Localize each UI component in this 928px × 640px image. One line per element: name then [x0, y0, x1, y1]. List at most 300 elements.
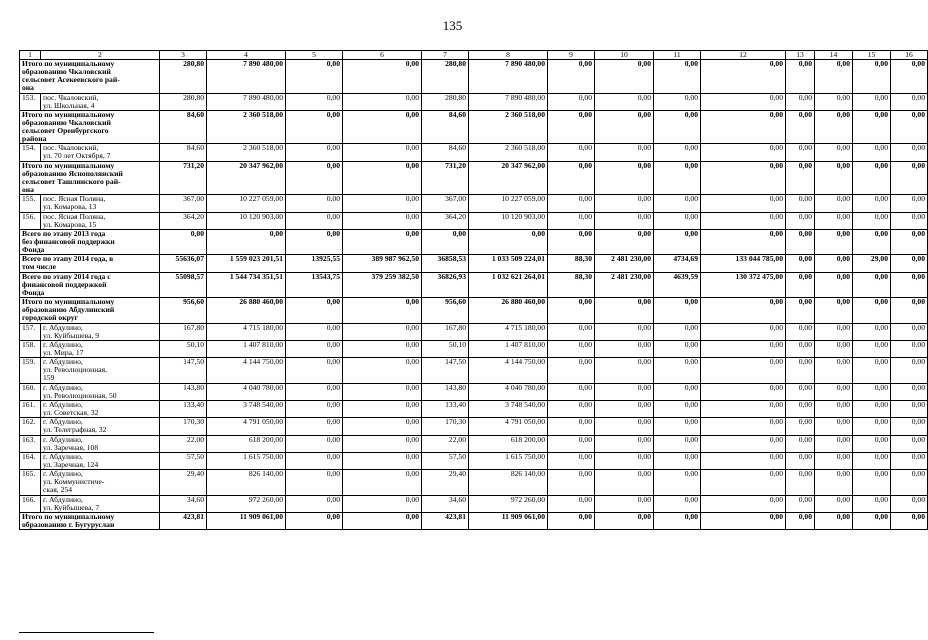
- value-cell: 0,00: [548, 340, 595, 357]
- value-cell: 2 360 518,00: [469, 110, 548, 144]
- value-cell: 0,00: [853, 323, 891, 340]
- subtotal-row: [20, 229, 928, 254]
- value-cell: 0,00: [891, 255, 928, 272]
- value-cell: 3 748 540,00: [207, 400, 286, 417]
- value-cell: 0,00: [286, 110, 343, 144]
- value-cell: 0,00: [595, 452, 654, 469]
- address-line: ул. Революционная,: [43, 365, 108, 375]
- value-cell: 0,00: [701, 418, 786, 435]
- table-row: [20, 212, 928, 229]
- value-cell: 956,60: [422, 298, 469, 323]
- value-cell: 1 407 810,00: [207, 340, 286, 357]
- value-cell: 0,00: [286, 144, 343, 161]
- value-cell: 280,80: [422, 93, 469, 110]
- value-cell: 0,00: [422, 229, 469, 254]
- address-line: пос. Чкаловский,: [43, 143, 99, 153]
- value-cell: 0,00: [701, 340, 786, 357]
- value-cell: 0,00: [595, 298, 654, 323]
- value-cell: 0,00: [654, 298, 701, 323]
- value-cell: 20 347 962,00: [207, 161, 286, 195]
- value-cell: 826 140,00: [207, 470, 286, 495]
- value-cell: 0,00: [286, 452, 343, 469]
- value-cell: 0,00: [786, 161, 815, 195]
- value-cell: 0,00: [343, 229, 422, 254]
- value-cell: 423,81: [422, 512, 469, 529]
- value-cell: 618 200,00: [207, 435, 286, 452]
- value-cell: 0,00: [786, 495, 815, 512]
- value-cell: 0,00: [286, 229, 343, 254]
- column-number: 8: [469, 51, 548, 60]
- value-cell: 22,00: [160, 435, 207, 452]
- row-number: 157.: [20, 323, 41, 340]
- value-cell: 0,00: [654, 60, 701, 94]
- value-cell: 0,00: [548, 383, 595, 400]
- description-line: образованию г. Бугуруслан: [22, 519, 115, 529]
- address-line: 159: [43, 373, 55, 383]
- value-cell: 10 227 059,00: [469, 195, 548, 212]
- value-cell: 55636,07: [160, 255, 207, 272]
- value-cell: 133 044 785,00: [701, 255, 786, 272]
- address-cell: [41, 93, 160, 110]
- value-cell: 0,00: [595, 212, 654, 229]
- value-cell: 3 748 540,00: [469, 400, 548, 417]
- address-cell: [41, 195, 160, 212]
- value-cell: 167,80: [160, 323, 207, 340]
- value-cell: 4 144 750,00: [207, 358, 286, 383]
- description-line: Итого по муниципальному: [22, 297, 115, 307]
- value-cell: 0,00: [548, 358, 595, 383]
- value-cell: 0,00: [595, 229, 654, 254]
- value-cell: 0,00: [815, 452, 853, 469]
- description-line: Фонда: [22, 287, 45, 297]
- value-cell: 423,81: [160, 512, 207, 529]
- value-cell: 0,00: [548, 144, 595, 161]
- value-cell: 0,00: [786, 418, 815, 435]
- value-cell: 0,00: [654, 512, 701, 529]
- value-cell: 84,60: [422, 144, 469, 161]
- value-cell: 731,20: [422, 161, 469, 195]
- value-cell: 0,00: [701, 358, 786, 383]
- value-cell: 0,00: [469, 229, 548, 254]
- subtotal-row: [20, 110, 928, 144]
- value-cell: 4734,69: [654, 255, 701, 272]
- description-line: она: [22, 184, 34, 194]
- value-cell: 11 909 061,00: [469, 512, 548, 529]
- value-cell: 0,00: [548, 435, 595, 452]
- value-cell: 0,00: [815, 383, 853, 400]
- value-cell: 22,00: [422, 435, 469, 452]
- value-cell: 0,00: [815, 272, 853, 297]
- value-cell: 7 890 480,00: [469, 93, 548, 110]
- value-cell: 0,00: [654, 400, 701, 417]
- address-line: г. Абдулино,: [43, 494, 83, 504]
- value-cell: 0,00: [548, 512, 595, 529]
- value-cell: 0,00: [815, 400, 853, 417]
- value-cell: 0,00: [548, 212, 595, 229]
- value-cell: 1 407 810,00: [469, 340, 548, 357]
- value-cell: 0,00: [891, 452, 928, 469]
- value-cell: 1 615 750,00: [207, 452, 286, 469]
- value-cell: 0,00: [595, 93, 654, 110]
- row-number: 158.: [20, 340, 41, 357]
- value-cell: 972 260,00: [469, 495, 548, 512]
- column-number: 1: [20, 51, 41, 60]
- value-cell: 1 032 621 264,01: [469, 272, 548, 297]
- value-cell: 0,00: [654, 212, 701, 229]
- value-cell: 0,00: [548, 418, 595, 435]
- value-cell: 0,00: [891, 400, 928, 417]
- address-cell: [41, 358, 160, 383]
- value-cell: 0,00: [786, 212, 815, 229]
- value-cell: 0,00: [654, 229, 701, 254]
- value-cell: 2 481 230,00: [595, 255, 654, 272]
- value-cell: 0,00: [701, 60, 786, 94]
- value-cell: 0,00: [786, 229, 815, 254]
- value-cell: 0,00: [701, 212, 786, 229]
- value-cell: 0,00: [815, 358, 853, 383]
- value-cell: 0,00: [654, 495, 701, 512]
- value-cell: 0,00: [891, 470, 928, 495]
- value-cell: 0,00: [853, 93, 891, 110]
- value-cell: 0,00: [815, 255, 853, 272]
- row-number: 156.: [20, 212, 41, 229]
- description-line: Итого по муниципальному: [22, 59, 115, 68]
- value-cell: 0,00: [343, 212, 422, 229]
- value-cell: 34,60: [422, 495, 469, 512]
- description-line: сельсовет Асекеевского рай-: [22, 75, 120, 84]
- value-cell: 0,00: [343, 495, 422, 512]
- value-cell: 7 890 480,00: [207, 93, 286, 110]
- value-cell: 0,00: [853, 298, 891, 323]
- value-cell: 0,00: [548, 452, 595, 469]
- address-line: ул. Советская, 32: [43, 407, 99, 417]
- value-cell: 0,00: [286, 358, 343, 383]
- value-cell: 0,00: [286, 435, 343, 452]
- address-line: ул. Мира, 17: [43, 347, 84, 357]
- address-line: г. Абдулино,: [43, 399, 83, 409]
- value-cell: 57,50: [160, 452, 207, 469]
- value-cell: 7 890 480,00: [207, 60, 286, 94]
- row-number: 159.: [20, 358, 41, 383]
- value-cell: 826 140,00: [469, 470, 548, 495]
- value-cell: 0,00: [701, 93, 786, 110]
- value-cell: 731,20: [160, 161, 207, 195]
- value-cell: 0,00: [286, 340, 343, 357]
- value-cell: 0,00: [343, 512, 422, 529]
- value-cell: 0,00: [815, 435, 853, 452]
- value-cell: 1 615 750,00: [469, 452, 548, 469]
- value-cell: 0,00: [786, 144, 815, 161]
- value-cell: 0,00: [701, 383, 786, 400]
- value-cell: 0,00: [815, 495, 853, 512]
- value-cell: 0,00: [701, 298, 786, 323]
- value-cell: 11 909 061,00: [207, 512, 286, 529]
- value-cell: 972 260,00: [207, 495, 286, 512]
- table-row: [20, 435, 928, 452]
- value-cell: 0,00: [701, 110, 786, 144]
- column-number: 14: [815, 51, 853, 60]
- table-row: [20, 93, 928, 110]
- value-cell: 1 544 734 351,51: [207, 272, 286, 297]
- row-number: 165.: [20, 470, 41, 495]
- value-cell: 0,00: [548, 161, 595, 195]
- value-cell: 0,00: [701, 470, 786, 495]
- description-line: городской округ: [22, 313, 78, 323]
- value-cell: 0,00: [786, 272, 815, 297]
- table-row: [20, 340, 928, 357]
- address-cell: [41, 323, 160, 340]
- subtotal-row: [20, 512, 928, 529]
- value-cell: 0,00: [595, 383, 654, 400]
- address-line: ул. Куйбышева, 9: [43, 330, 100, 340]
- description-line: района: [22, 133, 47, 143]
- description-line: Всего по этапу 2014 года с: [22, 271, 111, 281]
- column-number: 3: [160, 51, 207, 60]
- address-cell: [41, 212, 160, 229]
- value-cell: 0,00: [286, 212, 343, 229]
- subtotal-row: [20, 298, 928, 323]
- address-line: ул. Заречная, 108: [43, 442, 99, 452]
- value-cell: 364,20: [160, 212, 207, 229]
- value-cell: 0,00: [891, 323, 928, 340]
- value-cell: 36858,53: [422, 255, 469, 272]
- value-cell: 26 880 460,00: [469, 298, 548, 323]
- value-cell: 0,00: [595, 435, 654, 452]
- description-line: финансовой поддержкой: [22, 279, 107, 289]
- value-cell: 0,00: [853, 435, 891, 452]
- column-number: 7: [422, 51, 469, 60]
- row-number: 154.: [20, 144, 41, 161]
- value-cell: 0,00: [286, 195, 343, 212]
- value-cell: 0,00: [853, 383, 891, 400]
- value-cell: 0,00: [815, 470, 853, 495]
- row-description: [20, 255, 160, 272]
- address-line: г. Абдулино,: [43, 382, 83, 392]
- value-cell: 0,00: [891, 60, 928, 94]
- table-row: [20, 323, 928, 340]
- table-row: [20, 383, 928, 400]
- value-cell: 0,00: [343, 452, 422, 469]
- value-cell: 0,00: [286, 400, 343, 417]
- column-number: 11: [654, 51, 701, 60]
- table-row: [20, 495, 928, 512]
- value-cell: 0,00: [654, 93, 701, 110]
- value-cell: 0,00: [786, 255, 815, 272]
- value-cell: 0,00: [815, 323, 853, 340]
- description-line: Фонда: [22, 244, 45, 254]
- address-cell: [41, 435, 160, 452]
- value-cell: 389 987 962,50: [343, 255, 422, 272]
- value-cell: 0,00: [815, 298, 853, 323]
- value-cell: 29,00: [853, 255, 891, 272]
- value-cell: 0,00: [548, 298, 595, 323]
- value-cell: 0,00: [815, 512, 853, 529]
- value-cell: 0,00: [654, 161, 701, 195]
- subtotal-row: [20, 272, 928, 297]
- value-cell: 0,00: [853, 212, 891, 229]
- value-cell: 0,00: [286, 512, 343, 529]
- value-cell: 34,60: [160, 495, 207, 512]
- address-cell: [41, 400, 160, 417]
- value-cell: 10 227 059,00: [207, 195, 286, 212]
- value-cell: 0,00: [654, 418, 701, 435]
- value-cell: 0,00: [891, 358, 928, 383]
- table-row: [20, 195, 928, 212]
- value-cell: 0,00: [548, 323, 595, 340]
- value-cell: 0,00: [853, 144, 891, 161]
- value-cell: 147,50: [422, 358, 469, 383]
- value-cell: 0,00: [786, 435, 815, 452]
- address-line: пос. Ясная Поляна,: [43, 211, 106, 221]
- value-cell: 0,00: [891, 110, 928, 144]
- address-line: г. Абдулино,: [43, 357, 83, 367]
- value-cell: 0,00: [815, 60, 853, 94]
- row-description: [20, 60, 160, 94]
- value-cell: 84,60: [160, 110, 207, 144]
- value-cell: 0,00: [891, 212, 928, 229]
- column-number: 9: [548, 51, 595, 60]
- value-cell: 0,00: [548, 400, 595, 417]
- value-cell: 280,80: [422, 60, 469, 94]
- value-cell: 4 715 180,00: [207, 323, 286, 340]
- column-number: 15: [853, 51, 891, 60]
- value-cell: 618 200,00: [469, 435, 548, 452]
- value-cell: 0,00: [343, 400, 422, 417]
- value-cell: 0,00: [654, 435, 701, 452]
- value-cell: 0,00: [343, 470, 422, 495]
- value-cell: 0,00: [853, 418, 891, 435]
- value-cell: 0,00: [815, 93, 853, 110]
- value-cell: 0,00: [891, 418, 928, 435]
- column-number: 16: [891, 51, 928, 60]
- value-cell: 4 144 750,00: [469, 358, 548, 383]
- value-cell: 0,00: [701, 452, 786, 469]
- value-cell: 0,00: [343, 358, 422, 383]
- value-cell: 364,20: [422, 212, 469, 229]
- value-cell: 0,00: [853, 470, 891, 495]
- value-cell: 0,00: [654, 110, 701, 144]
- value-cell: 0,00: [343, 323, 422, 340]
- value-cell: 367,00: [160, 195, 207, 212]
- address-line: ул. Комарова, 15: [43, 219, 97, 229]
- value-cell: 0,00: [786, 400, 815, 417]
- column-number: 13: [786, 51, 815, 60]
- value-cell: 0,00: [853, 400, 891, 417]
- value-cell: 0,00: [786, 358, 815, 383]
- value-cell: 133,40: [422, 400, 469, 417]
- value-cell: 0,00: [815, 229, 853, 254]
- address-line: г. Абдулино,: [43, 469, 83, 479]
- description-line: образованию Чкаловский: [22, 67, 111, 76]
- table-row: [20, 470, 928, 495]
- description-line: без финансовой поддержки: [22, 236, 115, 246]
- value-cell: 0,00: [286, 161, 343, 195]
- value-cell: 0,00: [701, 512, 786, 529]
- row-description: [20, 298, 160, 323]
- value-cell: 0,00: [786, 452, 815, 469]
- value-cell: 130 372 475,00: [701, 272, 786, 297]
- value-cell: 0,00: [595, 470, 654, 495]
- value-cell: 0,00: [343, 383, 422, 400]
- value-cell: 0,00: [286, 323, 343, 340]
- description-line: Всего по этапу 2013 года: [22, 228, 106, 238]
- value-cell: 0,00: [286, 383, 343, 400]
- address-line: ул. Школьная, 4: [43, 100, 95, 110]
- table-row: [20, 452, 928, 469]
- description-line: Итого по муниципальному: [22, 160, 115, 170]
- value-cell: 170,30: [422, 418, 469, 435]
- value-cell: 0,00: [853, 110, 891, 144]
- address-cell: [41, 495, 160, 512]
- value-cell: 10 120 903,00: [469, 212, 548, 229]
- value-cell: 0,00: [891, 340, 928, 357]
- value-cell: 0,00: [595, 60, 654, 94]
- page-number: 135: [442, 18, 463, 33]
- value-cell: 0,00: [853, 229, 891, 254]
- value-cell: 0,00: [207, 229, 286, 254]
- value-cell: 50,10: [160, 340, 207, 357]
- value-cell: 0,00: [786, 93, 815, 110]
- value-cell: 0,00: [595, 161, 654, 195]
- value-cell: 29,40: [422, 470, 469, 495]
- row-description: [20, 110, 160, 144]
- value-cell: 13925,55: [286, 255, 343, 272]
- value-cell: 0,00: [286, 93, 343, 110]
- row-description: [20, 161, 160, 195]
- value-cell: 0,00: [701, 144, 786, 161]
- address-line: г. Абдулино,: [43, 434, 83, 444]
- value-cell: 143,80: [422, 383, 469, 400]
- value-cell: 0,00: [286, 495, 343, 512]
- value-cell: 0,00: [853, 512, 891, 529]
- value-cell: 0,00: [815, 161, 853, 195]
- value-cell: 0,00: [786, 323, 815, 340]
- value-cell: 0,00: [548, 495, 595, 512]
- value-cell: 0,00: [891, 512, 928, 529]
- row-number: 163.: [20, 435, 41, 452]
- value-cell: 4 040 780,00: [207, 383, 286, 400]
- value-cell: 0,00: [891, 495, 928, 512]
- value-cell: 0,00: [701, 195, 786, 212]
- value-cell: 2 360 518,00: [207, 144, 286, 161]
- row-number: 164.: [20, 452, 41, 469]
- subtotal-row: [20, 255, 928, 272]
- value-cell: 167,80: [422, 323, 469, 340]
- value-cell: 0,00: [891, 229, 928, 254]
- value-cell: 0,00: [701, 229, 786, 254]
- address-line: ул. 70 лет Октября, 7: [43, 151, 111, 161]
- address-line: ул. Заречная, 124: [43, 459, 99, 469]
- value-cell: 10 120 903,00: [207, 212, 286, 229]
- value-cell: 0,00: [853, 161, 891, 195]
- value-cell: 36826,93: [422, 272, 469, 297]
- value-cell: 0,00: [891, 272, 928, 297]
- value-cell: 0,00: [815, 340, 853, 357]
- value-cell: 2 481 230,00: [595, 272, 654, 297]
- column-number: 2: [41, 51, 160, 60]
- program-table: [19, 50, 928, 530]
- value-cell: 0,00: [286, 298, 343, 323]
- column-number: 5: [286, 51, 343, 60]
- value-cell: 0,00: [891, 383, 928, 400]
- value-cell: 0,00: [891, 298, 928, 323]
- address-line: г. Абдулино,: [43, 417, 83, 427]
- address-line: ская, 254: [43, 485, 72, 495]
- value-cell: 0,00: [548, 470, 595, 495]
- column-number: 12: [701, 51, 786, 60]
- value-cell: 0,00: [853, 272, 891, 297]
- address-line: ул. Революционная, 50: [43, 390, 117, 400]
